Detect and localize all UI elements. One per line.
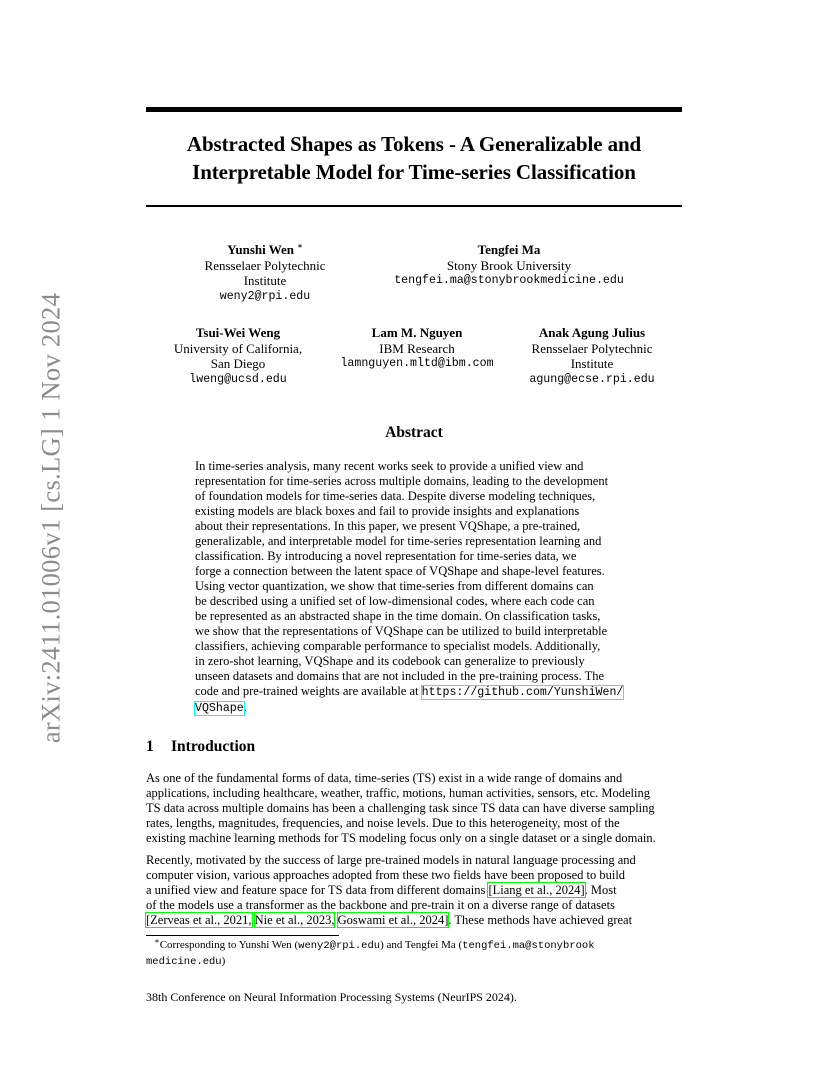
intro-paragraph-1 (146, 771, 682, 846)
author-affiliation: IBM Research (379, 340, 455, 356)
author-email: weny2@rpi.edu (219, 289, 311, 303)
section-number: 1 (146, 738, 154, 755)
author-affiliation: Stony Brook University (446, 257, 572, 273)
title-line-2: Interpretable Model for Time-series Classification (192, 160, 636, 184)
abstract-line: about their representations. In this paper, we present VQShape, a pre-trained, (195, 519, 581, 533)
abstract-line: of foundation models for time-series data. Despite diverse modeling techniques, (195, 489, 596, 503)
author-affiliation: Institute (243, 273, 287, 288)
author-affiliation: Rensselaer Polytechnic (204, 257, 326, 273)
code-repo-link[interactable]: https://github.com/YunshiWen/ (421, 686, 624, 699)
author-email: lweng@ucsd.edu (189, 372, 287, 386)
abstract-line: In time-series analysis, many recent works seek to provide a unified view and (195, 459, 584, 473)
title-bottom-rule (146, 205, 682, 207)
title-top-rule (146, 107, 682, 112)
abstract-line: Using vector quantization, we show that time-series from different domains can (195, 579, 594, 593)
abstract-line: we show that the representations of VQShape can be utilized to build interpretable (195, 624, 608, 638)
author-name: Tsui-Wei Weng (195, 325, 281, 340)
footnote-email: medicine.edu (146, 956, 222, 968)
author-email: lamnguyen.mltd@ibm.com (340, 357, 494, 370)
abstract-body (195, 459, 635, 716)
footnote-rule (146, 935, 339, 936)
arxiv-identifier[interactable]: arXiv:2411.01006v1 [cs.LG] 1 Nov 2024 (35, 292, 66, 744)
footnote (146, 938, 682, 970)
paragraph-line: TS data across multiple domains has been a challenging task since TS data can have diverse sampling (146, 801, 655, 816)
footnote-email: tengfei.ma@stonybrook (462, 940, 595, 952)
section-heading-introduction (146, 738, 255, 756)
author-block-weng (174, 325, 302, 387)
author-name: Yunshi Wen ∗ (227, 241, 303, 257)
abstract-line: unseen datasets and domains that are not included in the pre-training process. The (195, 669, 605, 683)
paragraph-line: rates, lengths, magnitudes, frequencies, and noise levels. Due to this heterogeneity, most of the (146, 816, 620, 831)
paragraph-line: existing machine learning methods for TS modeling focus only on a single dataset or a single domain. (146, 831, 656, 846)
abstract-line: existing models are black boxes and fail to provide insights and explanations (195, 504, 580, 518)
abstract-line: VQShape. (195, 700, 247, 715)
abstract-line: be described using a unified set of low-dimensional codes, where each code can (195, 594, 595, 608)
footnote-line: ∗Corresponding to Yunshi Wen (weny2@rpi.edu) and Tengfei Ma (tengfei.ma@stonybrook (154, 936, 595, 952)
footnote-marker[interactable]: ∗ (297, 241, 303, 251)
paragraph-line: [Zerveas et al., 2021, Nie et al., 2023, Goswami et al., 2024]. These methods have achieved great (146, 913, 633, 928)
abstract-line: classifiers, achieving comparable performance to specialist models. Additionally, (195, 639, 601, 653)
citation-link[interactable]: Goswami et al., 2024] (337, 913, 449, 928)
citation-link[interactable]: [Liang et al., 2024] (488, 883, 585, 898)
author-email: agung@ecse.rpi.edu (529, 372, 655, 386)
section-title: Introduction (171, 738, 256, 755)
author-affiliation: Rensselaer Polytechnic (531, 340, 653, 356)
abstract-line: in zero-shot learning, VQShape and its codebook can generalize to previously (195, 654, 585, 668)
paragraph-line: Recently, motivated by the success of large pre-trained models in natural language processing and (146, 853, 636, 867)
conference-venue: 38th Conference on Neural Information Processing Systems (NeurIPS 2024). (146, 990, 517, 1004)
footnote-mark: ∗ (154, 936, 160, 946)
abstract-line: forge a connection between the latent space of VQShape and shape-level features. (195, 564, 605, 578)
author-block-julius (529, 325, 654, 387)
paragraph-line: computer vision, various approaches adopted from these two fields have been proposed to build (146, 868, 626, 883)
author-affiliation: University of California, (173, 340, 303, 356)
code-repo-link-continued[interactable]: VQShape (195, 702, 244, 715)
author-name: Tengfei Ma (477, 242, 541, 257)
author-block-wen (205, 242, 326, 304)
abstract-line: classification. By introducing a novel representation for time-series data, we (195, 549, 577, 563)
intro-paragraph-2 (146, 853, 682, 928)
abstract-line: representation for time-series across multiple domains, leading to the development (195, 474, 609, 488)
author-email: tengfei.ma@stonybrookmedicine.edu (394, 274, 624, 287)
citation-link[interactable]: [Zerveas et al., 2021, (146, 913, 252, 928)
author-name: Anak Agung Julius (538, 325, 646, 340)
author-block-nguyen (340, 325, 493, 372)
author-affiliation: San Diego (210, 356, 266, 371)
abstract-line: be represented as an abstracted shape in the time domain. On classification tasks, (195, 609, 601, 623)
paper-title (146, 130, 682, 186)
abstract-heading: Abstract (385, 424, 443, 441)
footnote-line: medicine.edu) (146, 955, 226, 968)
paragraph-line: of the models use a transformer as the backbone and pre-train it on a diverse range of datasets (146, 898, 615, 913)
author-name: Lam M. Nguyen (371, 325, 463, 340)
abstract-line: generalizable, and interpretable model for time-series representation learning and (195, 534, 602, 548)
paragraph-line: As one of the fundamental forms of data, time-series (TS) exist in a wide range of domains and (146, 771, 623, 785)
author-block-ma (394, 242, 624, 289)
paragraph-line: applications, including healthcare, weather, traffic, motions, human activities, sensors, etc. Modeling (146, 786, 650, 801)
paragraph-line: a unified view and feature space for TS data from different domains [Liang et al., 2024]. Most (146, 883, 617, 898)
author-affiliation: Institute (570, 356, 614, 371)
abstract-line: code and pre-trained weights are available at https://github.com/YunshiWen/ (195, 684, 624, 699)
citation-link[interactable]: Nie et al., 2023, (254, 913, 335, 928)
footnote-email: weny2@rpi.edu (298, 940, 381, 952)
title-line-1: Abstracted Shapes as Tokens - A Generalizable and (186, 132, 642, 156)
